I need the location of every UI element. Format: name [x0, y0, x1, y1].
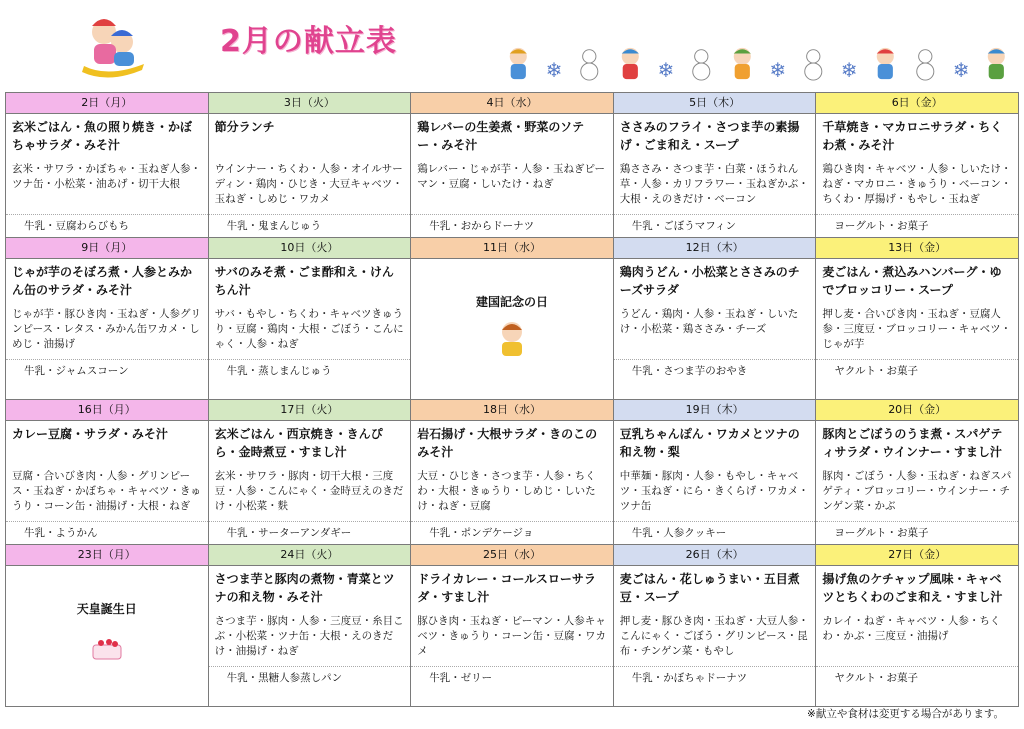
snack: ヨーグルト・お菓子 — [834, 527, 929, 539]
menu-row — [6, 421, 1019, 545]
snack: 牛乳・ポンデケージョ — [429, 527, 534, 539]
menu-row — [6, 259, 1019, 400]
menu-row — [6, 566, 1019, 707]
snack: ヤクルト・お菓子 — [834, 365, 919, 377]
date-header: 26日（木） — [613, 545, 816, 566]
day-cell — [208, 566, 411, 707]
menu-ingredients: 鶏レバー・じゃが芋・人参・玉ねぎピーマン・豆腐・しいたけ・ねぎ — [411, 158, 613, 215]
birthday-cake-icon — [87, 625, 127, 665]
date-header: 2日（月） — [6, 93, 209, 114]
date-header: 19日（木） — [613, 400, 816, 421]
snowman-icon — [912, 44, 939, 82]
date-header: 20日（金） — [816, 400, 1019, 421]
day-cell — [208, 421, 411, 545]
menu-dishes: 豚肉とごぼうのうま煮・スパゲティサラダ・ウインナー・すまし汁 — [822, 427, 1003, 459]
date-header: 6日（金） — [816, 93, 1019, 114]
girl-illustration-icon — [492, 318, 532, 358]
day-cell — [411, 421, 614, 545]
snack: 牛乳・サーターアンダギー — [226, 527, 352, 539]
snack: 牛乳・ごぼうマフィン — [631, 220, 736, 232]
kid-icon — [729, 44, 756, 82]
snack: ヤクルト・お菓子 — [834, 672, 919, 684]
date-header: 18日（水） — [411, 400, 614, 421]
date-header: 5日（木） — [613, 93, 816, 114]
snowman-icon — [576, 44, 603, 82]
date-header: 4日（水） — [411, 93, 614, 114]
kid-icon — [872, 44, 899, 82]
snack: 牛乳・おからドーナツ — [429, 220, 535, 232]
day-cell — [6, 566, 209, 707]
day-cell — [613, 114, 816, 238]
page-header — [0, 0, 1024, 88]
snowflake-icon: ❄ — [545, 58, 563, 82]
menu-ingredients: さつま芋・豚肉・人参・三度豆・糸目こぶ・小松菜・ツナ缶・大根・えのきだけ・油揚げ・ねぎ — [209, 610, 411, 667]
menu-ingredients: カレイ・ねぎ・キャベツ・人参・ちくわ・かぶ・三度豆・油揚げ — [816, 610, 1018, 667]
date-header: 27日（金） — [816, 545, 1019, 566]
date-header-row — [6, 238, 1019, 259]
day-cell — [613, 259, 816, 400]
kid-icon — [617, 44, 644, 82]
menu-ingredients: うどん・鶏肉・人参・玉ねぎ・しいたけ・小松菜・鶏ささみ・チーズ — [614, 303, 816, 360]
holiday-cell — [6, 566, 208, 706]
kid-icon — [505, 44, 532, 82]
date-header-row — [6, 93, 1019, 114]
menu-dishes: 豆乳ちゃんぽん・ワカメとツナの和え物・梨 — [619, 427, 800, 459]
date-header: 9日（月） — [6, 238, 209, 259]
holiday-label: 天皇誕生日 — [76, 602, 137, 616]
day-cell — [208, 114, 411, 238]
snack: 牛乳・ジャムスコーン — [24, 365, 129, 377]
day-cell — [6, 259, 209, 400]
snowman-icon — [800, 44, 827, 82]
snack: 牛乳・蒸しまんじゅう — [226, 365, 332, 377]
date-header: 23日（月） — [6, 545, 209, 566]
menu-dishes: じゃが芋のそぼろ煮・人参とみかん缶のサラダ・みそ汁 — [12, 265, 193, 297]
menu-dishes: サバのみそ煮・ごま酢和え・けんちん汁 — [214, 265, 394, 297]
date-header-row — [6, 545, 1019, 566]
snowflake-icon: ❄ — [657, 58, 675, 82]
snowflake-icon: ❄ — [769, 58, 787, 82]
menu-dishes: ささみのフライ・さつま芋の素揚げ・ごま和え・スープ — [619, 120, 800, 152]
menu-ingredients: ウインナー・ちくわ・人参・オイルサーディン・鶏肉・ひじき・大豆キャベツ・玉ねぎ・しめじ・ワカメ — [209, 158, 411, 215]
menu-dishes: 鶏肉うどん・小松菜とささみのチーズサラダ — [619, 265, 800, 297]
menu-ingredients: 中華麺・豚肉・人参・もやし・キャベツ・玉ねぎ・にら・きくらげ・ワカメ・ツナ缶 — [614, 465, 816, 522]
date-header: 25日（水） — [411, 545, 614, 566]
date-header: 3日（火） — [208, 93, 411, 114]
menu-ingredients: サバ・もやし・ちくわ・キャベツきゅうり・豆腐・鶏肉・大根・ごぼう・こんにゃく・人参・ねぎ — [209, 303, 411, 360]
menu-dishes: ドライカレー・コールスローサラダ・すまし汁 — [417, 572, 596, 604]
snack: 牛乳・黒糖人参蒸しパン — [226, 672, 343, 684]
day-cell — [816, 566, 1019, 707]
menu-dishes: 揚げ魚のケチャップ風味・キャベツとちくわのごま和え・すまし汁 — [822, 572, 1003, 604]
day-cell — [816, 114, 1019, 238]
menu-dishes: 千草焼き・マカロニサラダ・ちくわ煮・みそ汁 — [822, 120, 1003, 152]
snack: 牛乳・ゼリー — [429, 672, 493, 684]
page-title: 2月の献立表 — [220, 24, 397, 59]
snack: 牛乳・豆腐わらびもち — [24, 220, 129, 232]
holiday-label: 建国記念の日 — [475, 295, 548, 309]
menu-dishes: 鶏レバーの生姜煮・野菜のソテー・みそ汁 — [417, 120, 585, 152]
menu-table — [5, 92, 1019, 707]
menu-dishes: 玄米ごはん・魚の照り焼き・かぼちゃサラダ・みそ汁 — [12, 120, 193, 152]
snack: 牛乳・鬼まんじゅう — [226, 220, 322, 232]
day-cell — [613, 566, 816, 707]
date-header: 16日（月） — [6, 400, 209, 421]
day-cell — [613, 421, 816, 545]
snowflake-icon: ❄ — [840, 58, 858, 82]
kids-sledding-illustration — [78, 8, 150, 82]
menu-ingredients: 豚ひき肉・玉ねぎ・ピーマン・人参キャベツ・きゅうり・コーン缶・豆腐・ワカメ — [411, 610, 613, 667]
date-header: 12日（木） — [613, 238, 816, 259]
date-header: 24日（火） — [208, 545, 411, 566]
menu-ingredients: 豆腐・合いびき肉・人参・グリンピース・玉ねぎ・かぼちゃ・キャベツ・きゅうり・コーン缶・油揚げ・大根・ねぎ — [6, 465, 208, 522]
date-header: 17日（火） — [208, 400, 411, 421]
menu-row — [6, 114, 1019, 238]
menu-ingredients: 大豆・ひじき・さつま芋・人参・ちくわ・大根・きゅうり・しめじ・しいたけ・ねぎ・豆腐 — [411, 465, 613, 522]
menu-dishes: さつま芋と豚肉の煮物・青菜とツナの和え物・みそ汁 — [214, 572, 395, 604]
menu-ingredients: 玄米・サワラ・かぼちゃ・玉ねぎ人参・ツナ缶・小松菜・油あげ・切干大根 — [6, 158, 208, 215]
snack: 牛乳・ようかん — [24, 527, 98, 539]
menu-dishes: 岩石揚げ・大根サラダ・きのこのみそ汁 — [417, 427, 598, 459]
day-cell — [208, 259, 411, 400]
date-header-row — [6, 400, 1019, 421]
menu-ingredients: 玄米・サワラ・豚肉・切干大根・三度豆・人参・こんにゃく・金時豆えのきだけ・小松菜・麩 — [209, 465, 411, 522]
footnote: ※献立や食材は変更する場合があります。 — [807, 708, 1004, 720]
menu-dishes: 麦ごはん・煮込みハンバーグ・ゆでブロッコリー・スープ — [822, 265, 1002, 297]
snack: 牛乳・人参クッキー — [631, 527, 727, 539]
menu-ingredients: 鶏ひき肉・キャベツ・人参・しいたけ・ねぎ・マカロニ・きゅうり・ベーコン・ちくわ・厚揚げ・もやし・玉ねぎ — [816, 158, 1018, 215]
menu-ingredients: 押し麦・合いびき肉・玉ねぎ・豆腐人参・三度豆・ブロッコリー・キャベツ・じゃが芋 — [816, 303, 1018, 360]
kid-icon — [983, 44, 1010, 82]
day-cell — [411, 114, 614, 238]
date-header: 11日（水） — [411, 238, 614, 259]
snack: ヨーグルト・お菓子 — [834, 220, 929, 232]
snowflake-icon: ❄ — [952, 58, 970, 82]
holiday-cell — [411, 259, 613, 399]
date-header: 13日（金） — [816, 238, 1019, 259]
menu-ingredients: 鶏ささみ・さつま芋・白菜・ほうれん草・人参・カリフラワー・玉ねぎかぶ・大根・えのきだけ・ベーコン — [614, 158, 816, 215]
day-cell — [816, 421, 1019, 545]
menu-dishes: 玄米ごはん・西京焼き・きんぴら・金時煮豆・すまし汁 — [214, 427, 383, 459]
snack: 牛乳・かぼちゃドーナツ — [631, 672, 748, 684]
date-header: 10日（火） — [208, 238, 411, 259]
snack: 牛乳・さつま芋のおやき — [631, 365, 748, 377]
menu-dishes: 麦ごはん・花しゅうまい・五目煮豆・スープ — [619, 572, 800, 604]
day-cell — [411, 259, 614, 400]
snowman-icon — [688, 44, 715, 82]
menu-dishes: カレー豆腐・サラダ・みそ汁 — [12, 427, 168, 441]
menu-dishes: 節分ランチ — [214, 120, 275, 134]
day-cell — [6, 114, 209, 238]
snow-decoration-row — [505, 38, 1010, 82]
day-cell — [411, 566, 614, 707]
menu-ingredients: 豚肉・ごぼう・人参・玉ねぎ・ねぎスパゲティ・ブロッコリー・ウインナー・チンゲン菜・かぶ — [816, 465, 1018, 522]
menu-ingredients: 押し麦・豚ひき肉・玉ねぎ・大豆人参・こんにゃく・ごぼう・グリンピース・昆布・チンゲン菜・もやし — [614, 610, 816, 667]
day-cell — [6, 421, 209, 545]
menu-ingredients: じゃが芋・豚ひき肉・玉ねぎ・人参グリンピース・レタス・みかん缶ワカメ・しめじ・油揚げ — [6, 303, 208, 360]
day-cell — [816, 259, 1019, 400]
